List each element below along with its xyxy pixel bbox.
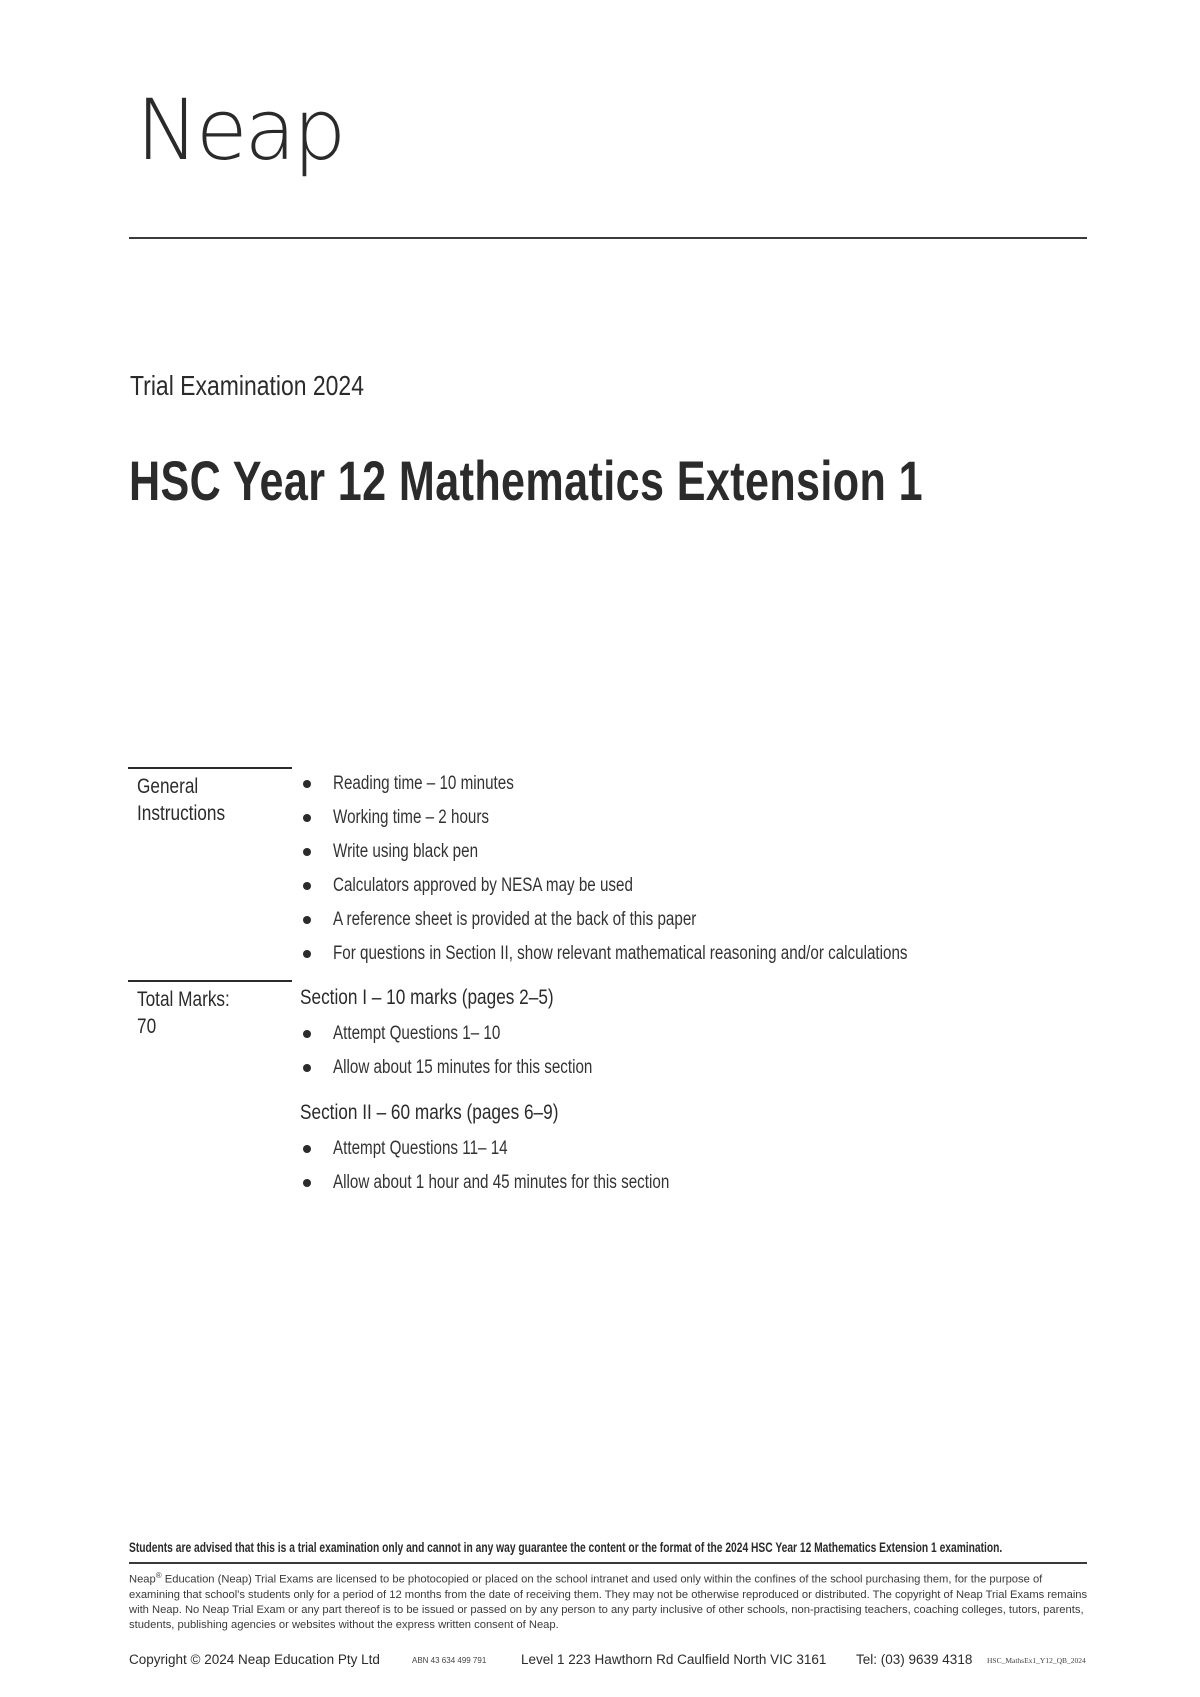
section-1-item	[300, 1053, 657, 1083]
license-notice	[129, 1568, 1089, 1634]
instruction-text: A reference sheet is provided at the back of this paper	[333, 909, 697, 930]
bullet-icon	[303, 1030, 311, 1038]
instruction-item	[300, 939, 1051, 969]
trial-advisory: Students are advised that this is a trial examination only and cannot in any way guarantee the content or the format of the 2024 HSC Year 12 Mathematics Extension 1 examination.	[129, 1540, 1003, 1555]
label-line: General	[137, 775, 199, 798]
exam-title: HSC Year 12 Mathematics Extension 1	[129, 449, 923, 512]
total-marks-label	[137, 986, 230, 1040]
instruction-item	[300, 871, 708, 901]
instruction-text: Write using black pen	[333, 841, 479, 862]
section-1-heading: Section I – 10 marks (pages 2–5)	[300, 986, 554, 1009]
license-brand: Neap	[129, 1573, 156, 1586]
instruction-text: Calculators approved by NESA may be used	[333, 875, 633, 896]
bullet-icon	[303, 780, 311, 788]
header-divider	[129, 237, 1087, 239]
section-item-text: Allow about 1 hour and 45 minutes for this section	[333, 1172, 670, 1193]
general-instructions-divider	[128, 767, 292, 769]
total-marks-divider	[128, 980, 292, 982]
instruction-item	[300, 803, 528, 833]
instruction-text: Working time – 2 hours	[333, 807, 490, 828]
bullet-icon	[303, 1145, 311, 1153]
abn-text: ABN 43 634 499 791	[412, 1656, 487, 1665]
document-code: HSC_MathsEx1_Y12_QB_2024	[987, 1656, 1086, 1665]
section-item-text: Attempt Questions 1– 10	[333, 1023, 501, 1044]
bullet-icon	[303, 1064, 311, 1072]
bullet-icon	[303, 916, 311, 924]
label-line: Total Marks:	[137, 988, 230, 1011]
section-item-text: Allow about 15 minutes for this section	[333, 1057, 593, 1078]
address-text: Level 1 223 Hawthorn Rd Caulfield North VIC 3161	[521, 1652, 827, 1667]
instruction-text: For questions in Section II, show relevant mathematical reasoning and/or calculations	[333, 943, 908, 964]
bullet-icon	[303, 848, 311, 856]
bullet-icon	[303, 882, 311, 890]
instruction-item	[300, 905, 787, 935]
section-2-item	[300, 1168, 753, 1198]
copyright-line	[129, 1652, 1089, 1672]
registered-mark: ®	[155, 1571, 162, 1580]
instruction-item	[300, 837, 514, 867]
general-instructions-label	[137, 773, 225, 827]
bullet-icon	[303, 814, 311, 822]
neap-logo: Neap	[136, 81, 344, 179]
phone-text: Tel: (03) 9639 4318	[856, 1652, 973, 1667]
instruction-text: Reading time – 10 minutes	[333, 773, 514, 794]
exam-subtitle: Trial Examination 2024	[130, 370, 364, 401]
instruction-item	[300, 769, 559, 799]
total-marks-value: 70	[137, 1015, 157, 1038]
bullet-icon	[303, 1179, 311, 1187]
footer-divider	[129, 1562, 1087, 1564]
license-text: Education (Neap) Trial Exams are licensed to be photocopied or placed on the school intranet and used only within the confines of the school purchasing them, for the purpose of examining that school's students only for a period of 12 months from the date of receiving them. They may not be otherwise reproduced or distributed. The copyright of Neap Trial Exams remains with Neap. No Neap Trial Exam or any part thereof is to be issued or passed on by any person to any party inclusive of other schools, non-practising teachers, coaching colleges, tutors, parents, students, publishing agencies or websites without the express written consent of Neap.	[129, 1573, 1088, 1632]
section-2-heading: Section II – 60 marks (pages 6–9)	[300, 1101, 559, 1124]
label-line: Instructions	[137, 802, 226, 825]
section-item-text: Attempt Questions 11– 14	[333, 1138, 508, 1159]
bullet-icon	[303, 950, 311, 958]
section-1-item	[300, 1019, 542, 1049]
copyright-text: Copyright © 2024 Neap Education Pty Ltd	[129, 1652, 380, 1667]
section-2-item	[300, 1134, 551, 1164]
